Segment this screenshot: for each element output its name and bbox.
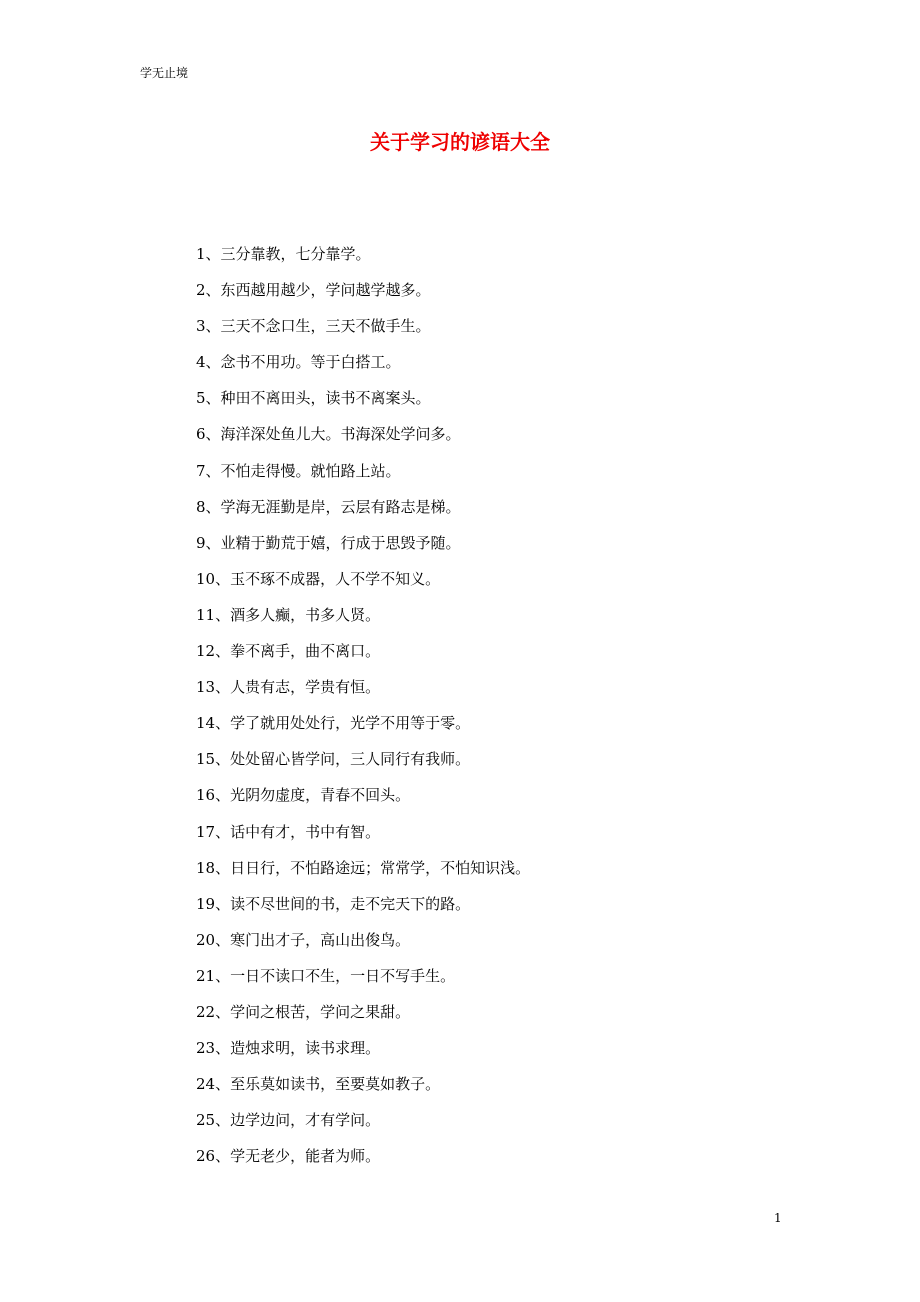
- page-header-text: 学无止境: [140, 66, 189, 80]
- proverb-item: 16、光阴勿虚度，青春不回头。: [196, 786, 411, 805]
- proverb-item: 18、日日行，不怕路途远；常常学，不怕知识浅。: [196, 858, 531, 877]
- proverb-list: [196, 243, 530, 1181]
- proverb-item: 21、一日不读口不生，一日不写手生。: [196, 966, 456, 985]
- proverb-item: 17、话中有才，书中有智。: [196, 822, 381, 841]
- proverb-item: 5、种田不离田头，读书不离案头。: [196, 389, 431, 408]
- proverb-item: 4、念书不用功。等于白搭工。: [196, 353, 401, 372]
- proverb-item: 3、三天不念口生，三天不做手生。: [196, 317, 431, 336]
- proverb-item: 10、玉不琢不成器，人不学不知义。: [196, 569, 441, 588]
- proverb-item: 23、造烛求明，读书求理。: [196, 1039, 381, 1058]
- proverb-item: 15、处处留心皆学问，三人同行有我师。: [196, 750, 471, 769]
- proverb-item: 13、人贵有志，学贵有恒。: [196, 678, 381, 697]
- proverb-item: 14、学了就用处处行，光学不用等于零。: [196, 714, 471, 733]
- proverb-item: 20、寒门出才子，高山出俊鸟。: [196, 930, 411, 949]
- page-title: 关于学习的谚语大全: [370, 130, 550, 154]
- proverb-item: 2、东西越用越少，学问越学越多。: [196, 281, 431, 300]
- proverb-item: 19、读不尽世间的书，走不完天下的路。: [196, 894, 471, 913]
- proverb-item: 22、学问之根苦，学问之果甜。: [196, 1002, 411, 1021]
- proverb-item: 1、三分靠教，七分靠学。: [196, 245, 371, 263]
- proverb-item: 11、酒多人癫，书多人贤。: [196, 605, 381, 624]
- proverb-item: 26、学无老少，能者为师。: [196, 1147, 381, 1166]
- proverb-item: 24、至乐莫如读书，至要莫如教子。: [196, 1075, 441, 1094]
- proverb-item: 9、业精于勤荒于嬉，行成于思毁予随。: [196, 533, 461, 552]
- proverb-item: 25、边学边问，才有学问。: [196, 1111, 381, 1130]
- page-number: 1: [774, 1211, 782, 1225]
- proverb-item: 7、不怕走得慢。就怕路上站。: [196, 461, 401, 480]
- proverb-item: 8、学海无涯勤是岸，云层有路志是梯。: [196, 497, 461, 516]
- proverb-item: 6、海洋深处鱼儿大。书海深处学问多。: [196, 425, 461, 444]
- proverb-item: 12、拳不离手，曲不离口。: [196, 642, 381, 661]
